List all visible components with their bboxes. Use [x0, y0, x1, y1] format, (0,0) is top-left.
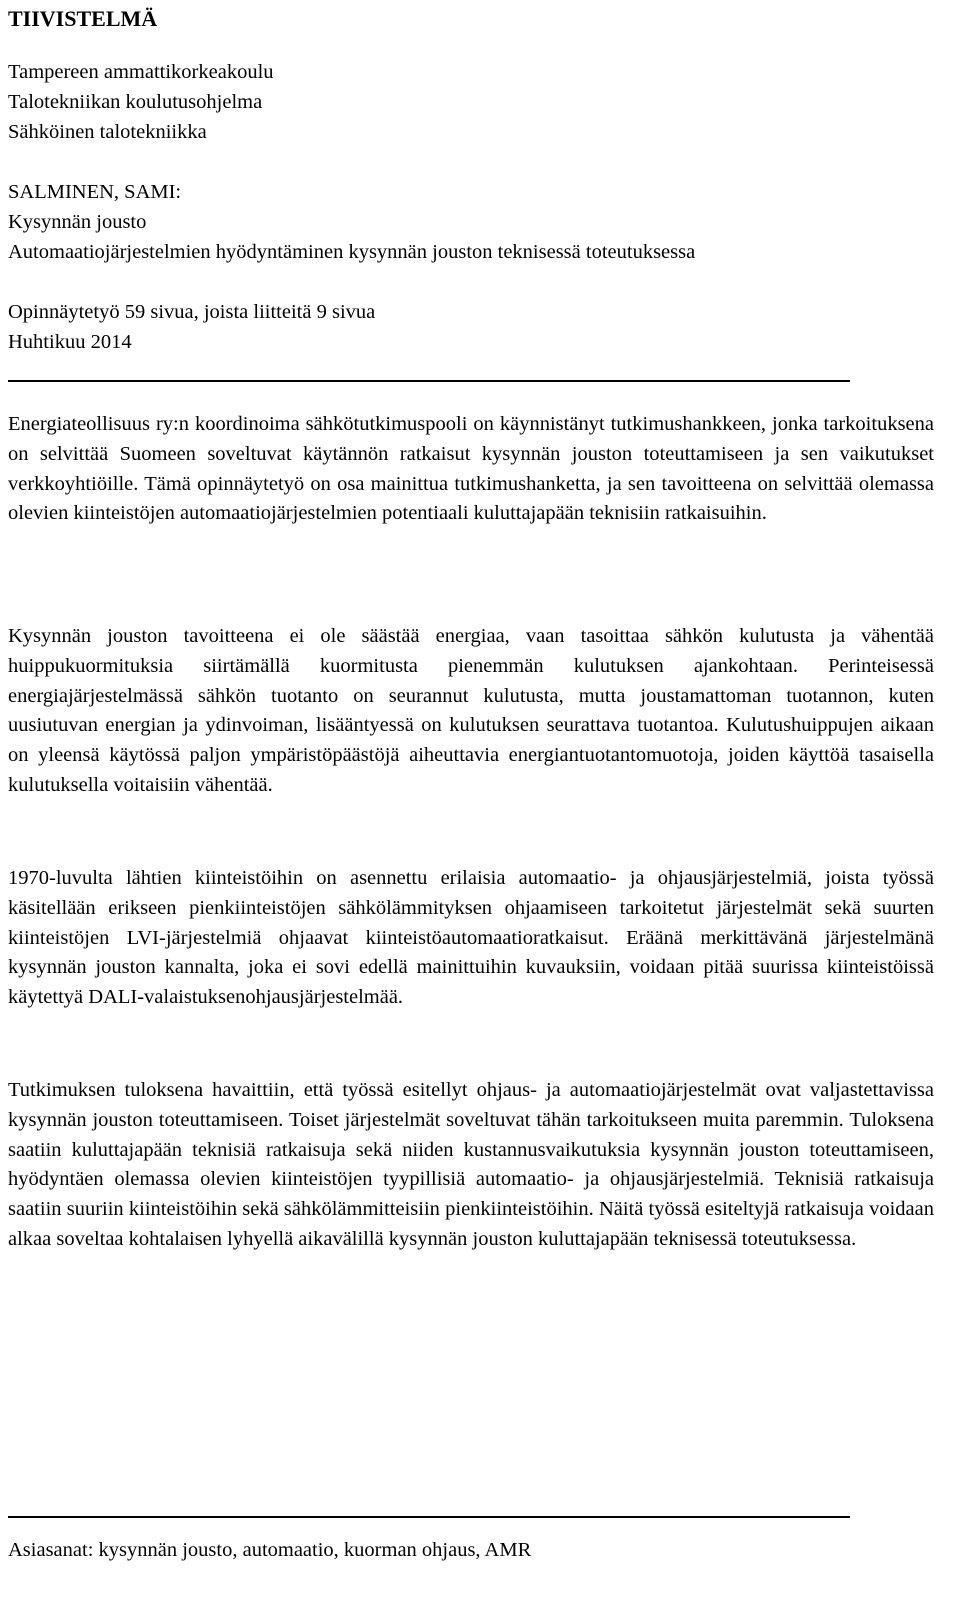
abstract-paragraph-3: 1970-luvulta lähtien kiinteistöihin on asennettu erilaisia automaatio- ja ohjausjärjestelmiä, joista työssä käsitellään erikseen pienkiinteistöjen sähkölämmityksen ohjaamiseen tarkoitetut järjestelmät sekä suurten kiinteistöjen LVI-järjestelmiä ohjaavat kiinteistöautomaatioratkaisut. Eräänä merkittävänä järjestelmänä kysynnän jouston kannalta, joka ei sovi edellä mainittuihin kuvauksiin, voidaan pitää suurissa kiinteistöissä käytettyä DALI-valaistuksenohjausjärjestelmää. — [8, 867, 934, 1009]
bottom-divider — [8, 1516, 850, 1518]
top-divider — [8, 380, 850, 382]
page-title: TIIVISTELMÄ — [8, 6, 158, 31]
programme-option: Sähköinen talotekniikka — [8, 121, 207, 143]
thesis-title-main: Kysynnän jousto — [8, 211, 147, 233]
abstract-paragraph-1: Energiateollisuus ry:n koordinoima sähkötutkimuspooli on käynnistänyt tutkimushankkeen, jonka tarkoituksena on selvittää Suomeen soveltuvat käytännön ratkaisut kysynnän jouston toteuttamiseen ja sen vaikutukset verkkoyhtiöille. Tämä opinnäytetyö on osa mainittua tutkimushanketta, ja sen tavoitteena on selvittää olemassa olevien kiinteistöjen automaatiojärjestelmien potentiaali kuluttajapään teknisiin ratkaisuihin. — [8, 413, 934, 525]
school-name: Tampereen ammattikorkeakoulu — [8, 61, 274, 83]
degree-programme: Talotekniikan koulutusohjelma — [8, 91, 263, 113]
author-name: SALMINEN, SAMI: — [8, 181, 182, 203]
thesis-title-sub: Automaatiojärjestelmien hyödyntäminen kysynnän jouston teknisessä toteutuksessa — [8, 241, 696, 263]
keywords: Asiasanat: kysynnän jousto, automaatio, kuorman ohjaus, AMR — [8, 1539, 532, 1561]
publication-date: Huhtikuu 2014 — [8, 331, 132, 353]
page-count: Opinnäytetyö 59 sivua, joista liitteitä 9 sivua — [8, 301, 376, 323]
abstract-paragraph-4: Tutkimuksen tuloksena havaittiin, että työssä esitellyt ohjaus- ja automaatiojärjestelmät ovat valjastettavissa kysynnän jouston toteuttamiseen. Toiset järjestelmät soveltuvat tähän tarkoitukseen muita paremmin. Tuloksena saatiin kuluttajapään teknisiä ratkaisuja sekä niiden kustannusvaikutuksia kysynnän jouston toteuttamiseen, hyödyntäen olemassa olevien kiinteistöjen tyypillisiä automaatio- ja ohjausjärjestelmiä. Teknisiä ratkaisuja saatiin suuriin kiinteistöihin sekä sähkölämmitteisiin pienkiinteistöihin. Näitä työssä esiteltyjä ratkaisuja voidaan alkaa soveltaa kohtalaisen lyhyellä aikavälillä kysynnän jouston kuluttajapään teknisessä toteutuksessa. — [8, 1079, 934, 1250]
abstract-paragraph-2: Kysynnän jouston tavoitteena ei ole säästää energiaa, vaan tasoittaa sähkön kulutusta ja vähentää huippukuormituksia siirtämällä kuormitusta pienemmän kulutuksen ajankohtaan. Perinteisessä energiajärjestelmässä sähkön tuotanto on seurannut kulutusta, mutta joustamattoman tuotannon, kuten uusiutuvan energian ja ydinvoiman, lisääntyessä on kulutuksen seurattava tuotantoa. Kulutushuippujen aikaan on yleensä käytössä paljon ympäristöpäästöjä aiheuttavia energiantuotantomuotoja, joiden käyttöä tasaisella kulutuksella voitaisiin vähentää. — [8, 625, 934, 796]
